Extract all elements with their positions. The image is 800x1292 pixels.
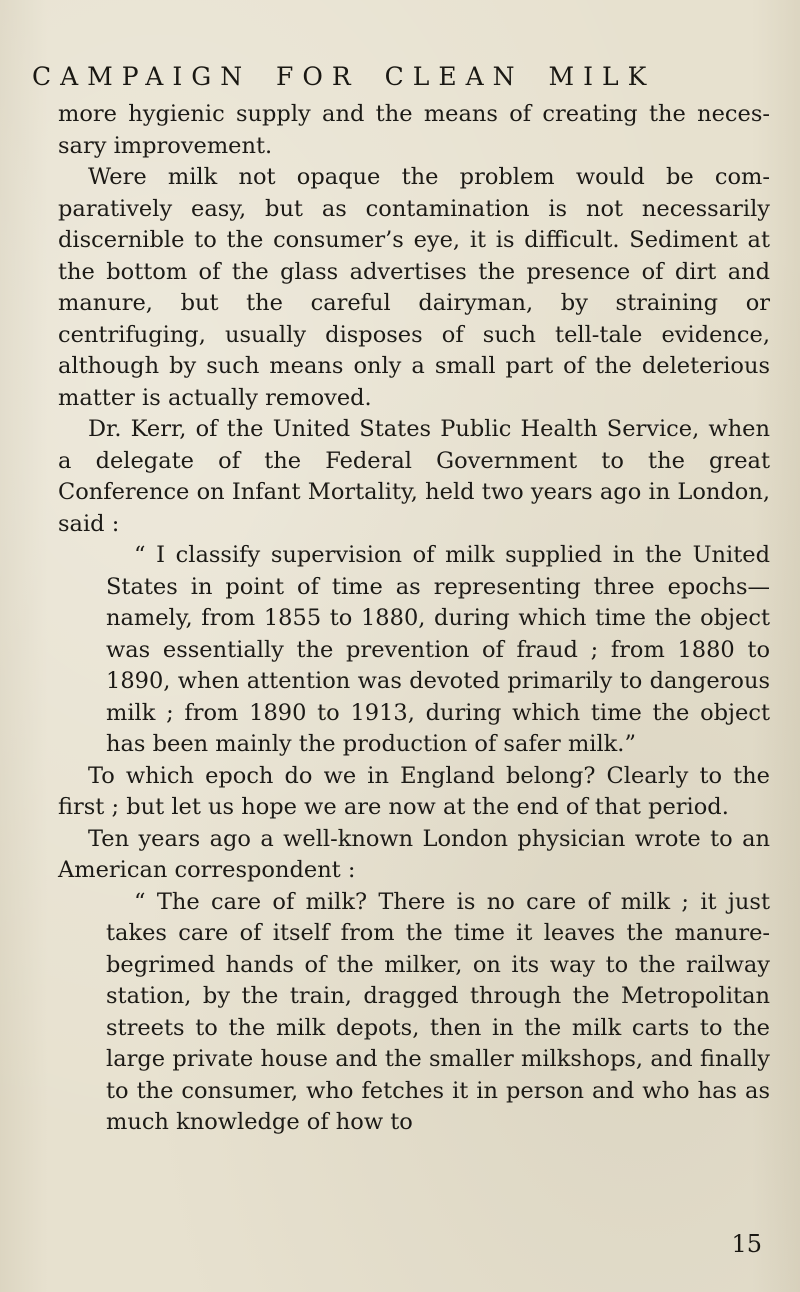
paragraph-continuation: more hygienic supply and the means of creating the neces- sary improvement.	[58, 101, 770, 159]
block-quote-physician	[106, 887, 770, 1139]
paragraph-england-epoch: To which epoch do we in England belong? Clearly to the first ; but let us hope we are now at the end of that period.	[58, 762, 770, 820]
quote-kerr-text: “ I classify supervision of milk supplied in the United States in point of time as representing three epochs— namely, from 1855 to 1880, during which time the object was essentially the prevention of fraud ; from 1880 to 1890, when attention was devoted primarily to dangerous milk ; from 1890 to 1913, during which time the object has been mainly the production of safer milk.”	[106, 542, 770, 757]
quote-physician-text: “ The care of milk? There is no care of milk ; it just takes care of itself from the time it leaves the manure-begrimed hands of the milker, on its way to the railway station, by the train, dragged through the Metropolitan streets to the milk depots, then in the milk carts to the large private house and the smaller milkshops, and finally to the consumer, who fetches it in person and who has as much knowledge of how to	[106, 888, 770, 1135]
block-quote-kerr	[106, 540, 770, 761]
paragraph-london-physician: Ten years ago a well-known London physician wrote to an American correspondent :	[58, 825, 770, 883]
paragraph-dr-kerr: Dr. Kerr, of the United States Public Health Service, when a delegate of the Federal Government to the great Conference on Infant Mortality, held two years ago in London, said :	[58, 416, 770, 537]
page-number: 15	[731, 1230, 762, 1258]
running-head: CAMPAIGN FOR CLEAN MILK	[32, 62, 656, 91]
paragraph-opaque-milk: Were milk not opaque the problem would be com- paratively easy, but as contamination is not necessarily discernible to the consumer’s eye, it is difficult. Sediment at the bottom of the glass advertises the presence of dirt and manure, but the careful dairyman, by straining or centrifuging, usually disposes of such tell-tale evidence, although by such means only a small part of the deleterious matter is actually removed.	[58, 164, 770, 411]
book-page	[32, 62, 770, 1139]
